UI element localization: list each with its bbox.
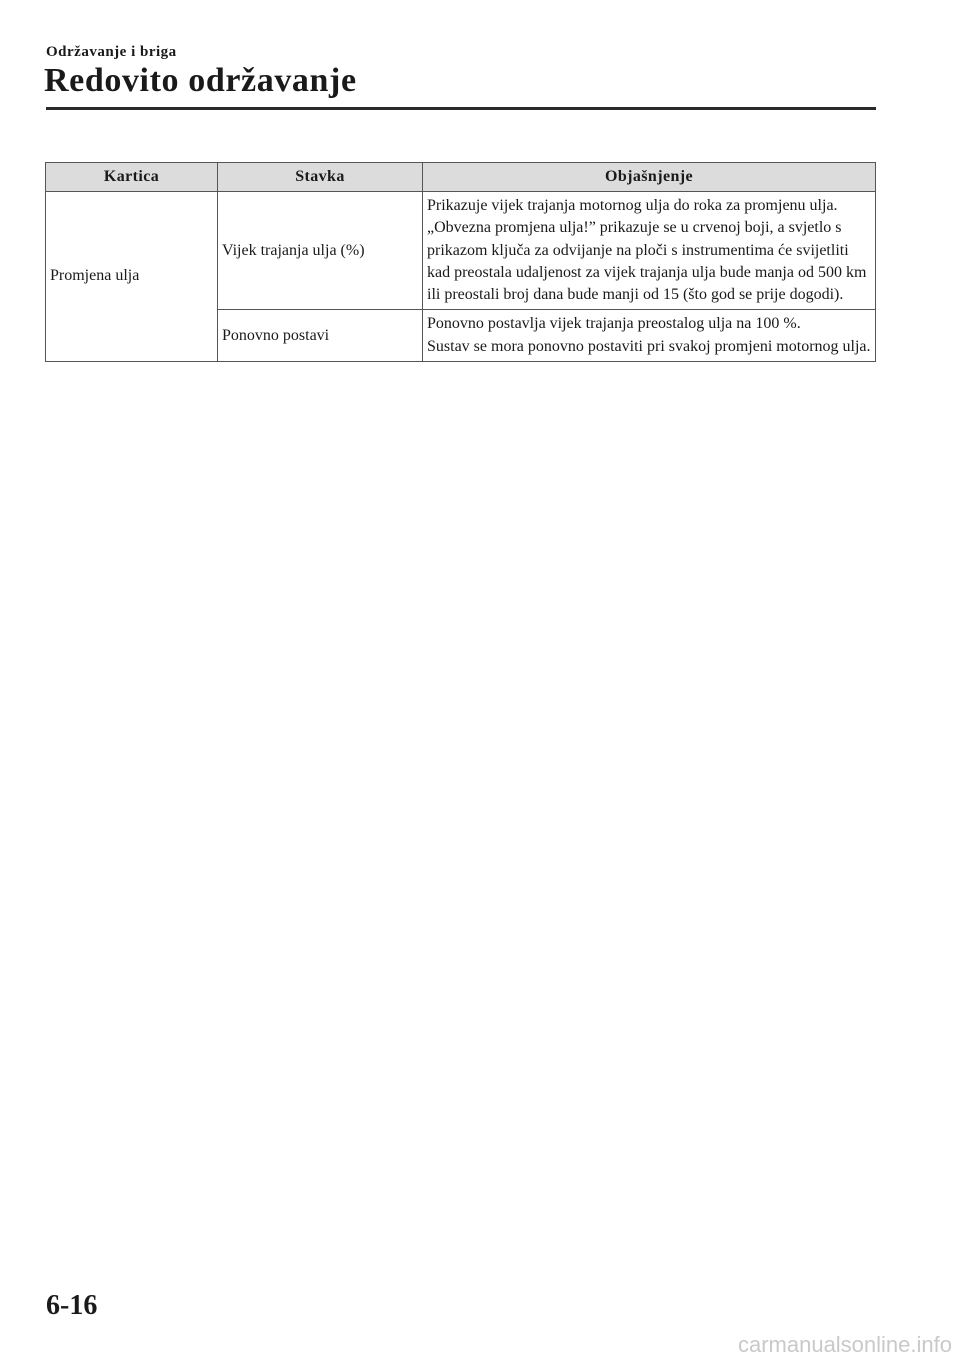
cell-item-reset: Ponovno postavi — [218, 310, 423, 362]
col-header-tab: Kartica — [46, 163, 218, 192]
section-label: Održavanje i briga — [46, 44, 177, 60]
explanation-text: Prikazuje vijek trajanja motornog ulja do roka za promjenu ulja. „Obvezna promjena ulja!” prikazuje se u crvenoj boji, a svjetlo s prikazom ključa za odvijanje na ploči s instrumentima će svijetliti kad preostala udaljenost za vijek trajanja ulja bude manja od 500 km ili preostali broj dana bude manji od 15 (što god se prije dogodi). — [427, 197, 867, 304]
cell-tab-oil-change: Promjena ulja — [46, 192, 218, 362]
col-header-item: Stavka — [218, 163, 423, 192]
page-title: Redovito održavanje — [44, 62, 357, 99]
cell-item-oil-life: Vijek trajanja ulja (%) — [218, 192, 423, 310]
info-table — [45, 162, 876, 362]
cell-explanation-reset — [423, 310, 876, 362]
explanation-text: Ponovno postavlja vijek trajanja preostalog ulja na 100 %. Sustav se mora ponovno postaviti pri svakoj promjeni motornog ulja. — [427, 315, 871, 355]
col-header-explanation: Objašnjenje — [423, 163, 876, 192]
watermark: carmanualsonline.info — [737, 1332, 952, 1357]
table-row — [46, 192, 876, 310]
table-header-row — [46, 163, 876, 192]
title-rule — [46, 107, 876, 110]
page-number: 6-16 — [46, 1290, 98, 1321]
cell-explanation-oil-life — [423, 192, 876, 310]
